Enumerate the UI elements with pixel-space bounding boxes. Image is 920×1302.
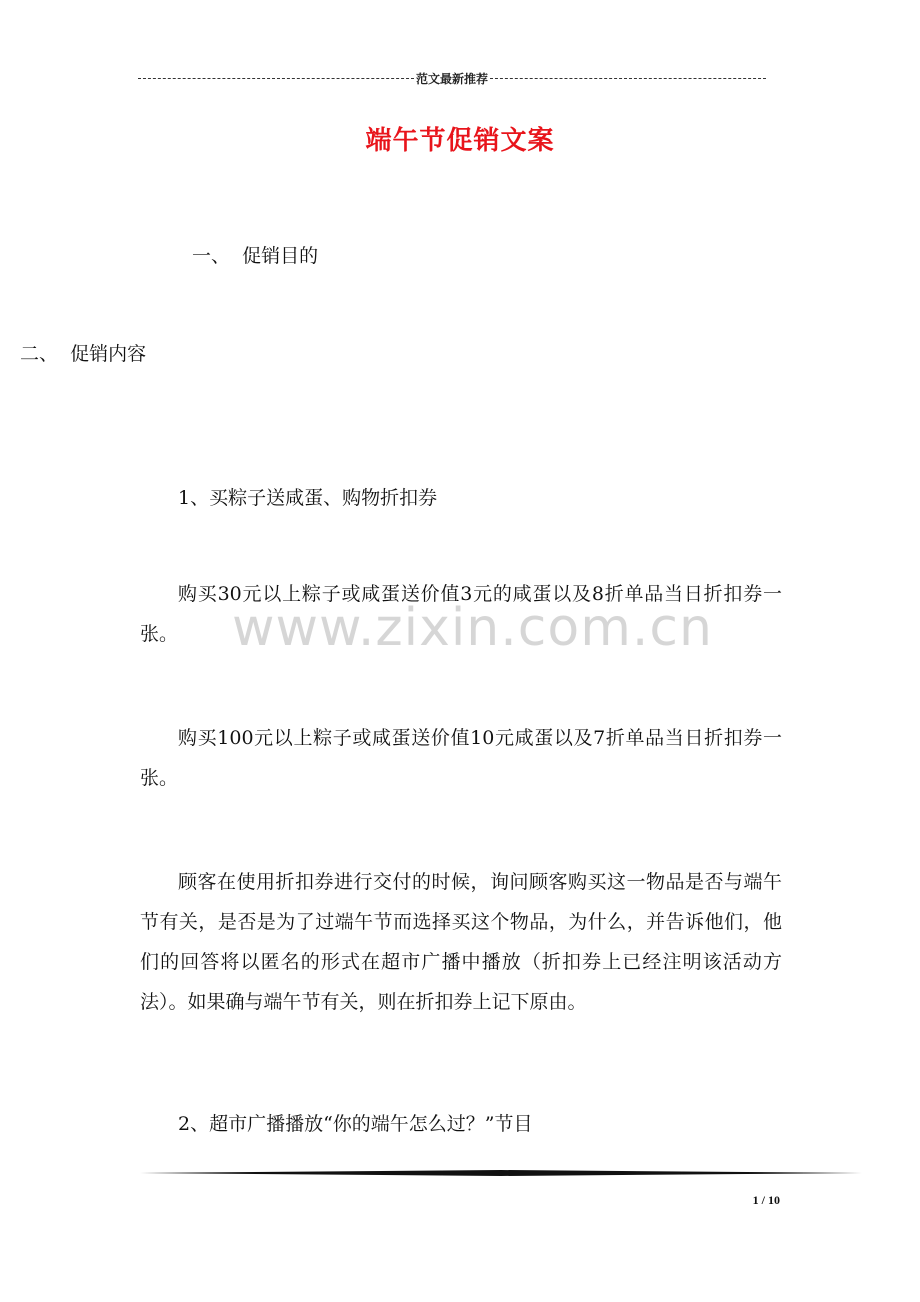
watermark: www.zixin.com.cn: [232, 598, 713, 658]
paragraph-2: 购买100元以上粽子或咸蛋送价值10元咸蛋以及7折单品当日折扣券一张。: [140, 727, 782, 789]
header-dash-right: [490, 78, 766, 79]
page-indicator: 1 / 10: [752, 1193, 780, 1207]
header-label: 范文最新推荐: [416, 71, 489, 86]
paragraph-1: 购买30元以上粽子或咸蛋送价值3元的咸蛋以及8折单品当日折扣券一张。: [140, 583, 782, 645]
section-heading-purpose: 一、 促销目的: [192, 245, 319, 267]
document-title: 端午节促销文案: [365, 126, 555, 156]
section-heading-content: 二、 促销内容: [20, 343, 147, 365]
paragraph-3: 顾客在使用折扣券进行交付的时候，询问顾客购买这一物品是否与端午节有关，是否是为了过端午节而选择买这个物品，为什么，并告诉他们，他们的回答将以匿名的形式在超市广播中播放（折扣券上已经注明该活动方法）。如果确与端午节有关，则在折扣券上记下原由。: [140, 871, 782, 1013]
page-header: [138, 68, 766, 88]
item-heading-1: 1、买粽子送咸蛋、购物折扣券: [178, 487, 438, 509]
header-dash-left: [138, 78, 414, 79]
footer-rule: [140, 1170, 862, 1176]
item-heading-2: 2、超市广播播放“你的端午怎么过？”节目: [178, 1113, 533, 1135]
